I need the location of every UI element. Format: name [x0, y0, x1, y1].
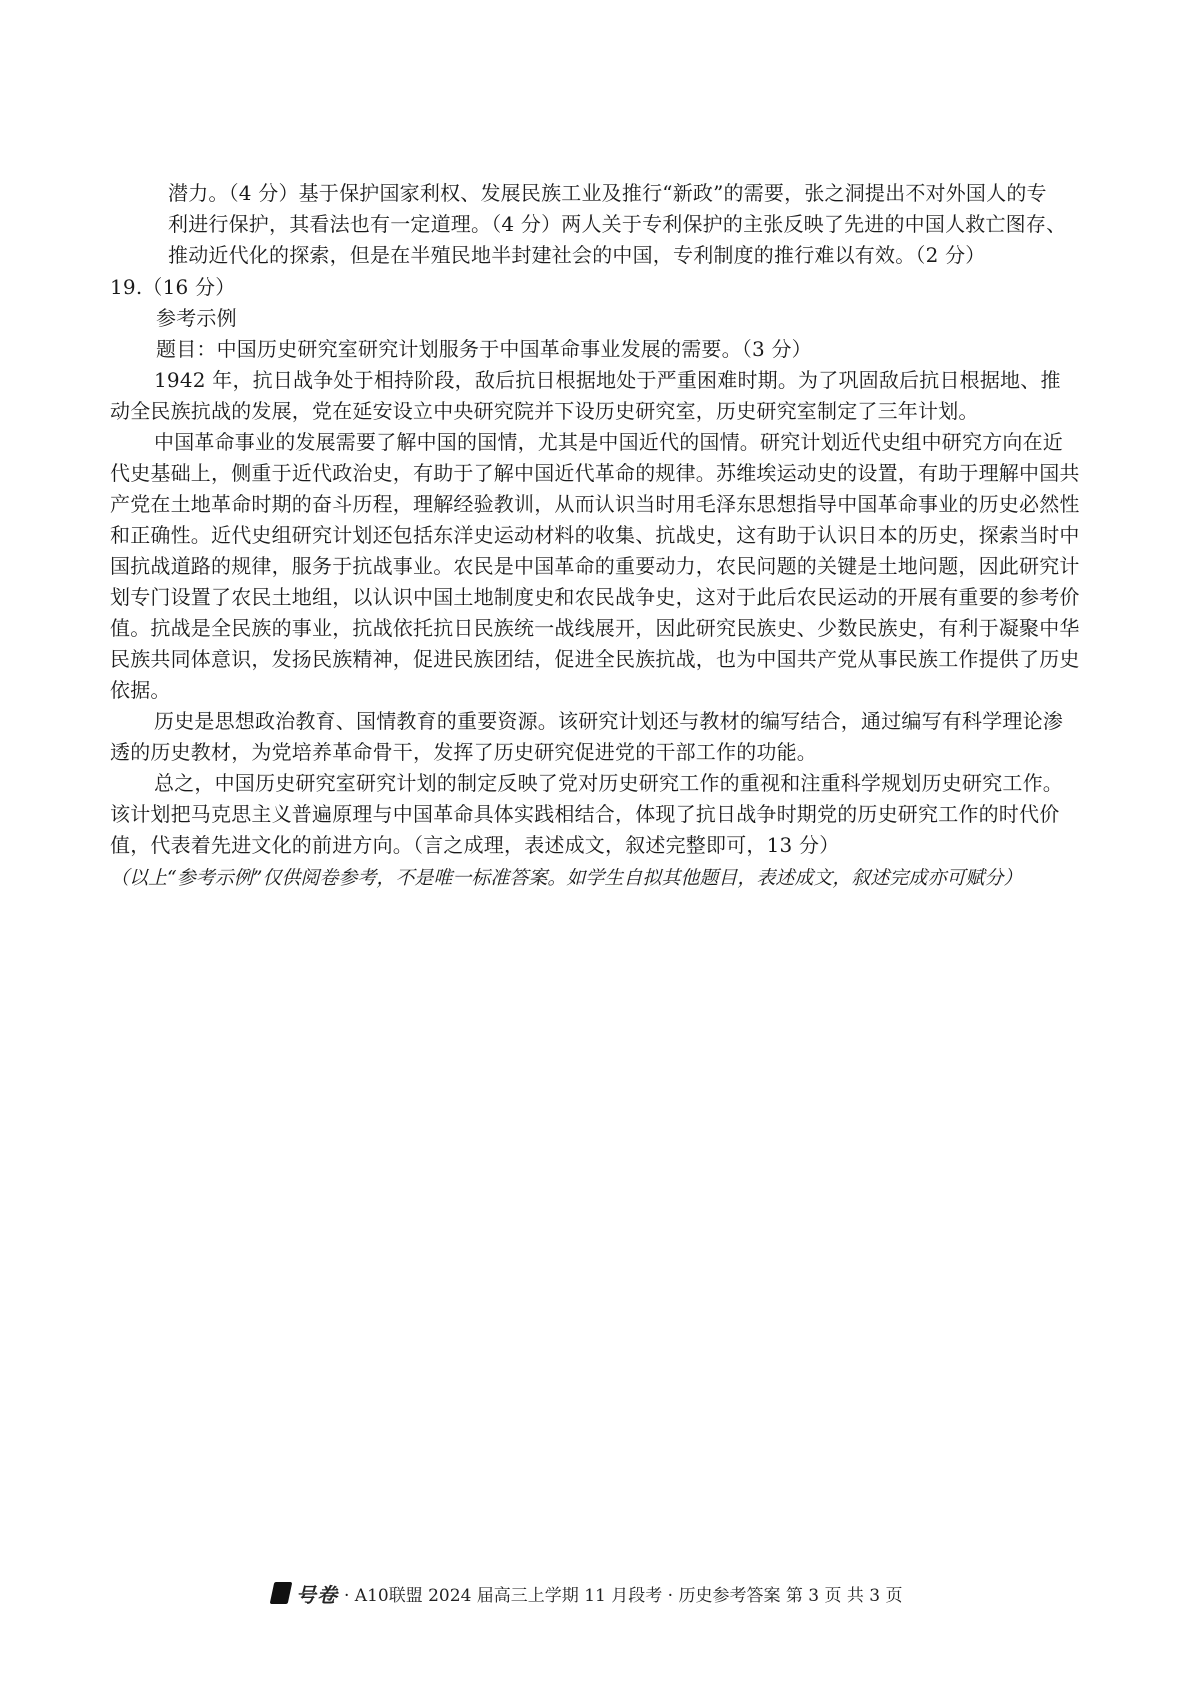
essay-paragraph: 1942 年，抗日战争处于相持阶段，敌后抗日根据地处于严重困难时期。为了巩固敌后抗日根据地、推动全民族抗战的发展，党在延安设立中央研究院并下设历史研究室，历史研究室制定了三年计划。	[110, 368, 1061, 423]
answer-19	[110, 272, 1080, 894]
logo-mark-icon	[270, 1582, 293, 1604]
essay-paragraph: 总之，中国历史研究室研究计划的制定反映了党对历史研究工作的重视和注重科学规划历史研究工作。该计划把马克思主义普遍原理与中国革命具体实践相结合，体现了抗日战争时期党的历史研究工作的时代价值，代表着先进文化的前进方向。（言之成理，表述成文，叙述完整即可，13 分）	[110, 771, 1063, 857]
essay-paragraph: 历史是思想政治教育、国情教育的重要资源。该研究计划还与教材的编写结合，通过编写有科学理论渗透的历史教材，为党培养革命骨干，发挥了历史研究促进党的干部工作的功能。	[110, 709, 1063, 764]
text-line: 利进行保护，其看法也有一定道理。（4 分）两人关于专利保护的主张反映了先进的中国人救亡图存、	[168, 212, 1067, 236]
grading-note: （以上“参考示例”仅供阅卷参考，不是唯一标准答案。如学生自拟其他题目，表述成文，叙述完成亦可赋分）	[110, 867, 1023, 889]
sample-label: 参考示例	[156, 306, 237, 330]
footer-text: · A10联盟 2024 届高三上学期 11 月段考 · 历史参考答案 第 3 页 共 3 页	[344, 1585, 903, 1606]
page-footer	[272, 1578, 972, 1608]
text-line: 潜力。（4 分）基于保护国家利权、发展民族工业及推行“新政”的需要，张之洞提出不对外国人的专	[168, 181, 1047, 205]
essay-paragraph: 中国革命事业的发展需要了解中国的国情，尤其是中国近代的国情。研究计划近代史组中研究方向在近代史基础上，侧重于近代政治史，有助于了解中国近代革命的规律。苏维埃运动史的设置，有助于理解中国共产党在土地革命时期的奋斗历程，理解经验教训，从而认识当时用毛泽东思想指导中国革命事业的历史必然性和正确性。近代史组研究计划还包括东洋史运动材料的收集、抗战史，这有助于认识日本的历史，探索当时中国抗战道路的规律，服务于抗战事业。农民是中国革命的重要动力，农民问题的关键是土地问题，因此研究计划专门设置了农民土地组，以认识中国土地制度史和农民战争史，这对于此后农民运动的开展有重要的参考价值。抗战是全民族的事业，抗战依托抗日民族统一战线展开，因此研究民族史、少数民族史，有利于凝聚中华民族共同体意识，发扬民族精神，促进民族团结，促进全民族抗战，也为中国共产党从事民族工作提供了历史依据。	[110, 430, 1080, 702]
answer-18-continuation	[168, 178, 1073, 271]
text-line: 推动近代化的探索，但是在半殖民地半封建社会的中国，专利制度的推行难以有效。（2 分）	[168, 243, 986, 267]
question-heading: 19.（16 分）	[110, 275, 236, 299]
logo-text: 号卷	[296, 1582, 338, 1607]
essay-topic: 题目：中国历史研究室研究计划服务于中国革命事业发展的需要。（3 分）	[156, 337, 812, 361]
